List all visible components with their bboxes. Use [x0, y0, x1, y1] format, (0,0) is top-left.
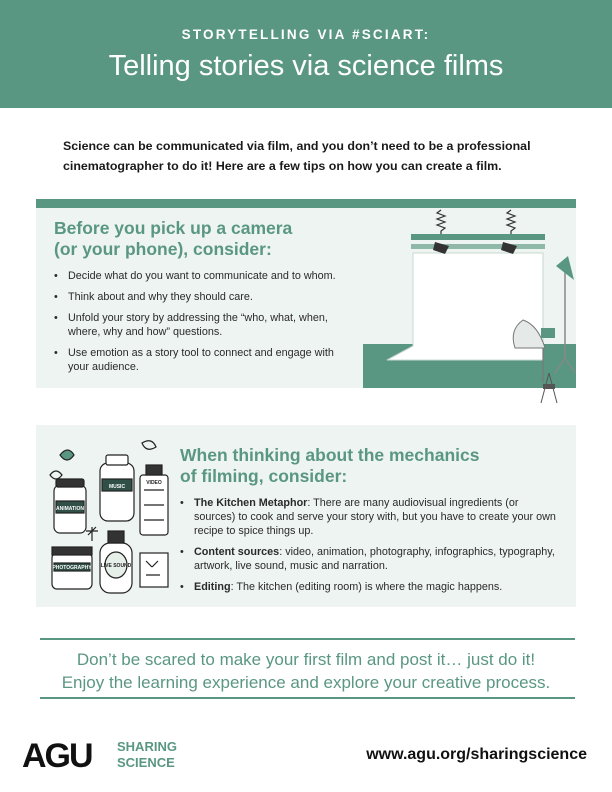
footer-url[interactable]: www.agu.org/sharingscience: [366, 746, 587, 763]
list-item: • Use emotion as a story tool to connect and engage with your audience.: [54, 346, 339, 374]
list-item-text: : There are many audiovisual ingredients (or sources) to cook and serve your story with, but you have to create your own recipe to spice things up.: [194, 497, 556, 537]
header-kicker: STORYTELLING VIA #SCIART:: [181, 27, 431, 42]
logo-mark: AGU: [22, 737, 92, 773]
jar-label-photography: PHOTOGRAPHY: [52, 565, 92, 571]
list-item: • Decide what do you want to communicate and to whom.: [54, 269, 339, 283]
section1-list: [54, 269, 339, 381]
section1-heading-line1: Before you pick up a camera: [54, 218, 293, 238]
list-item: [180, 580, 556, 594]
list-item-lead: The Kitchen Metaphor: [194, 497, 308, 509]
list-item: [180, 496, 556, 538]
section2-heading: [180, 445, 479, 487]
logo-line2: SCIENCE: [117, 755, 175, 770]
section-before-camera: [36, 199, 576, 388]
photo-studio-icon: [363, 208, 576, 408]
logo-line1: SHARING: [117, 739, 177, 754]
closing-line2: Enjoy the learning experience and explore your creative process.: [61, 673, 551, 692]
divider: [40, 697, 575, 699]
closing-line1: Don’t be scared to make your first film and post it… just do it!: [76, 650, 536, 669]
agu-sharing-science-logo: [22, 733, 202, 773]
header-banner: [0, 0, 612, 108]
jar-label-video: VIDEO: [146, 480, 162, 486]
list-item: • Think about and why they should care.: [54, 290, 339, 304]
list-item-lead: Content sources: [194, 546, 280, 558]
list-item-lead: Editing: [194, 581, 231, 593]
list-item: • Unfold your story by addressing the “who, what, when, where, why and how” questions.: [54, 311, 339, 339]
list-item: [180, 545, 556, 573]
section2-heading-line2: of filming, consider:: [180, 466, 348, 486]
section-mechanics: [36, 425, 576, 607]
section1-heading: [54, 218, 292, 260]
page-title: Telling stories via science films: [108, 50, 504, 82]
section2-list: [180, 496, 556, 601]
section2-heading-line1: When thinking about the mechanics: [180, 445, 480, 465]
list-item-text: : The kitchen (editing room) is where the magic happens.: [230, 581, 503, 593]
closing-message: [0, 648, 612, 694]
intro-paragraph: Science can be communicated via film, and you don’t need to be a professional cinematographer to do it! Here are a few tips on how you can create a film.: [63, 139, 531, 173]
jar-label-music: MUSIC: [108, 484, 126, 490]
divider: [40, 638, 575, 640]
list-item-text: : video, animation, photography, infographics, typography, artwork, live sound, music and narration.: [194, 546, 555, 572]
spice-jars-icon: [42, 435, 176, 600]
jar-label-animation: ANIMATION: [56, 506, 84, 512]
section1-heading-line2: (or your phone), consider:: [54, 239, 272, 259]
jar-label-live-sound: LIVE SOUND: [100, 563, 132, 569]
